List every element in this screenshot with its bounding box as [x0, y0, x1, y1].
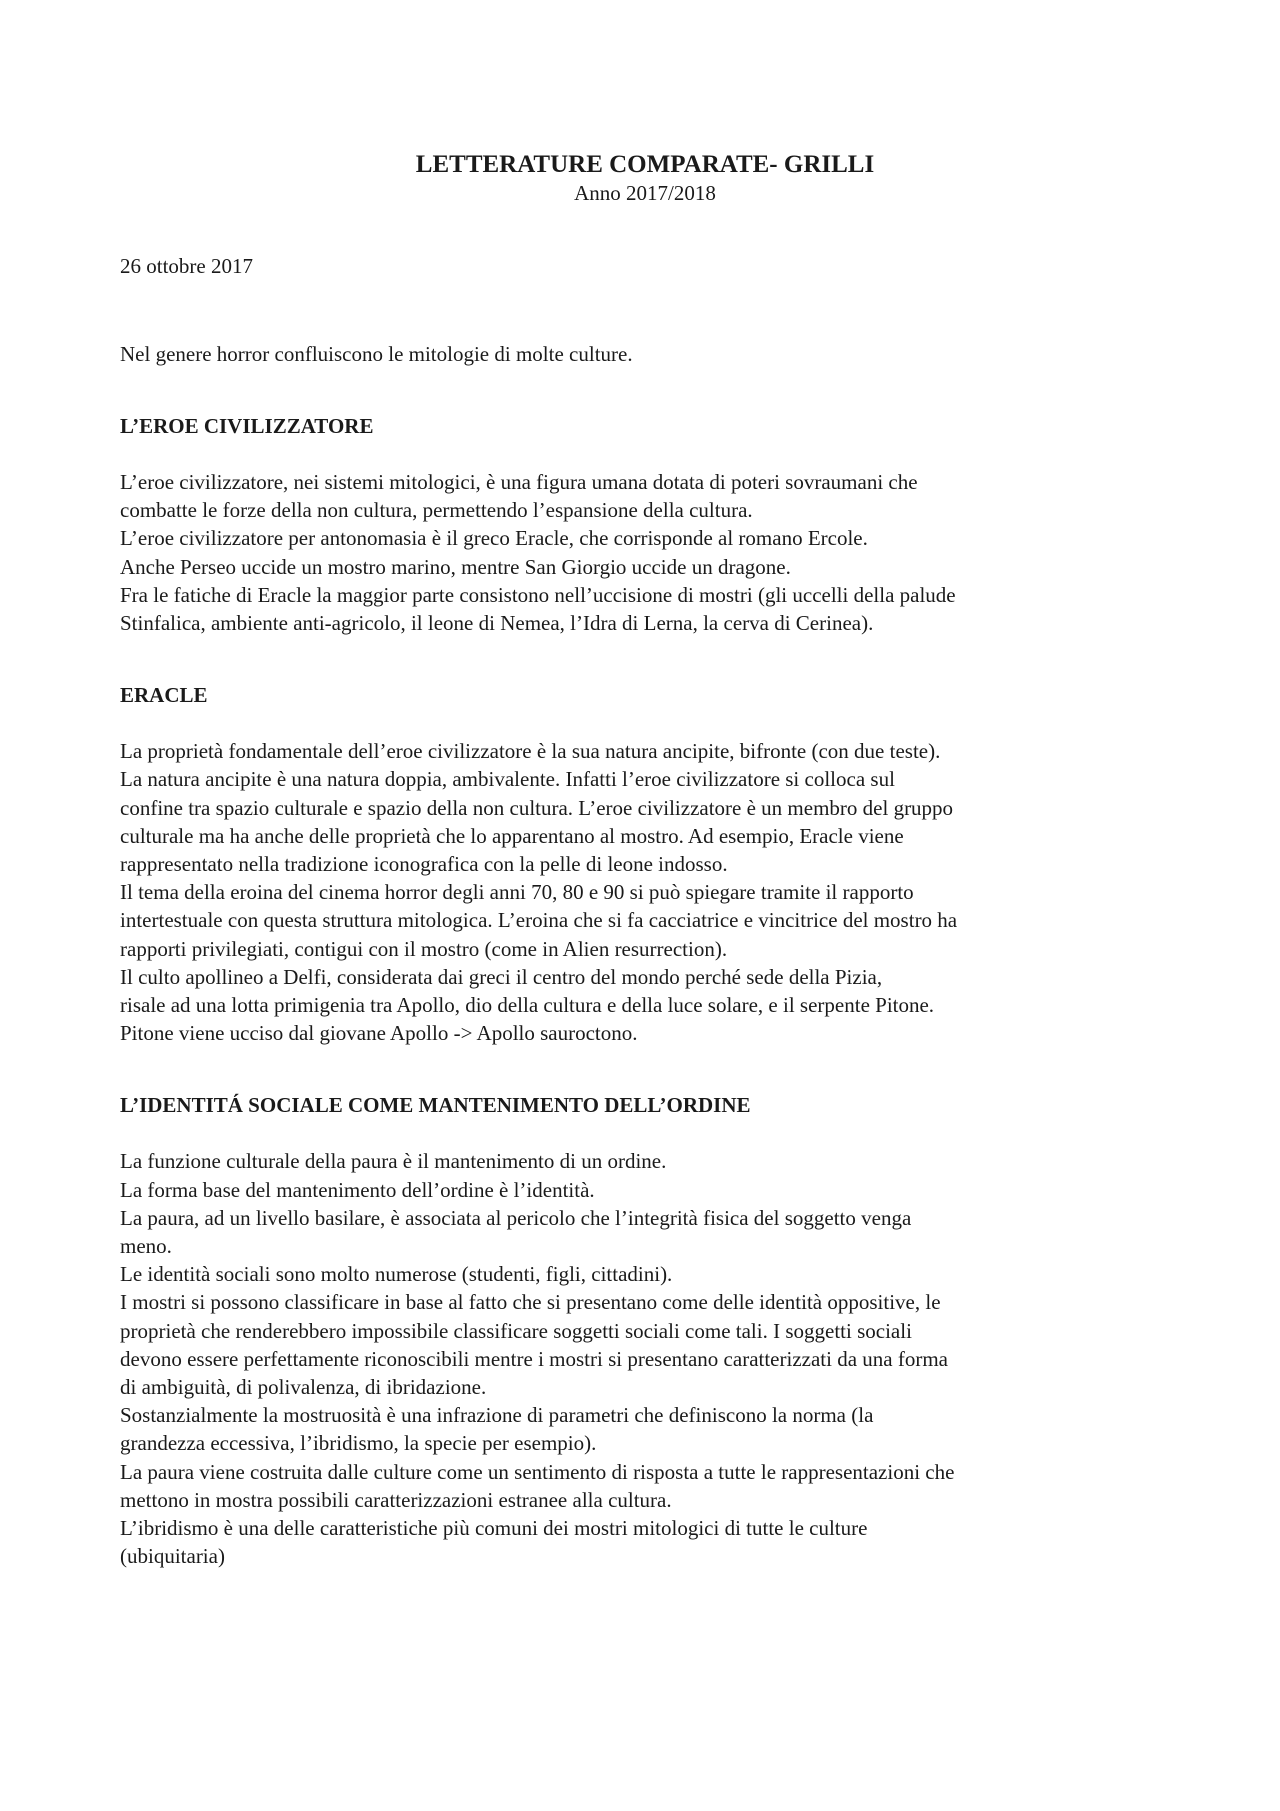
text-line: culturale ma ha anche delle proprietà che lo apparentano al mostro. Ad esempio, Eracle viene [120, 823, 904, 848]
text-line: combatte le forze della non cultura, permettendo l’espansione della cultura. [120, 498, 753, 523]
section-heading-eracle: ERACLE [120, 683, 208, 708]
text-line: confine tra spazio culturale e spazio della non cultura. L’eroe civilizzatore è un membro del gruppo [120, 795, 954, 820]
section-heading-identita-sociale: L’IDENTITÁ SOCIALE COME MANTENIMENTO DELL’ORDINE [120, 1093, 751, 1118]
section-heading-eroe-civilizzatore: L’EROE CIVILIZZATORE [120, 414, 374, 438]
text-line: (ubiquitaria) [120, 1544, 225, 1569]
text-line: risale ad una lotta primigenia tra Apollo, dio della cultura e della luce solare, e il serpente Pitone. [120, 993, 935, 1018]
text-line: La paura, ad un livello basilare, è associata al pericolo che l’integrità fisica del soggetto venga [120, 1205, 912, 1230]
text-line: Il tema della eroina del cinema horror degli anni 70, 80 e 90 si può spiegare tramite il rapporto [120, 880, 914, 905]
document-page [120, 150, 1170, 1571]
text-line: di ambiguità, di polivalenza, di ibridazione. [120, 1375, 487, 1400]
text-line: proprietà che renderebbero impossibile classificare soggetti sociali come tali. I soggetti sociali [120, 1318, 912, 1343]
text-line: La natura ancipite è una natura doppia, ambivalente. Infatti l’eroe civilizzatore si colloca sul [120, 767, 895, 792]
text-line: Il culto apollineo a Delfi, considerata dai greci il centro del mondo perché sede della Pizia, [120, 964, 883, 989]
text-line: I mostri si possono classificare in base al fatto che si presentano come delle identità oppositive, le [120, 1290, 941, 1315]
text-line: La forma base del mantenimento dell’ordine è l’identità. [120, 1177, 595, 1202]
text-line: L’eroe civilizzatore, nei sistemi mitologici, è una figura umana dotata di poteri sovraumani che [120, 470, 918, 494]
text-line: Le identità sociali sono molto numerose (studenti, figli, cittadini). [120, 1262, 673, 1287]
section-body-eroe-civilizzatore [120, 468, 1170, 637]
text-line: Pitone viene ucciso dal giovane Apollo -> Apollo sauroctono. [120, 1021, 638, 1046]
text-line: Sostanzialmente la mostruosità è una infrazione di parametri che definiscono la norma (la [120, 1403, 874, 1428]
academic-year: Anno 2017/2018 [574, 181, 716, 205]
text-line: L’ibridismo è una delle caratteristiche più comuni dei mostri mitologici di tutte le culture [120, 1516, 868, 1541]
section-body-eracle [120, 737, 1170, 1047]
document-title: LETTERATURE COMPARATE- GRILLI [415, 151, 875, 178]
text-line: Anche Perseo uccide un mostro marino, mentre San Giorgio uccide un dragone. [120, 554, 791, 579]
intro-paragraph: Nel genere horror confluiscono le mitologie di molte culture. [120, 342, 633, 366]
text-line: La proprietà fondamentale dell’eroe civilizzatore è la sua natura ancipite, bifronte (con due teste). [120, 739, 941, 764]
text-line: mettono in mostra possibili caratterizzazioni estranee alla cultura. [120, 1487, 672, 1512]
text-line: La funzione culturale della paura è il mantenimento di un ordine. [120, 1149, 667, 1174]
text-line: meno. [120, 1234, 172, 1259]
text-line: rapporti privilegiati, contigui con il mostro (come in Alien resurrection). [120, 936, 728, 961]
text-line: Stinfalica, ambiente anti-agricolo, il leone di Nemea, l’Idra di Lerna, la cerva di Cerinea). [120, 611, 874, 636]
text-line: grandezza eccessiva, l’ibridismo, la specie per esempio). [120, 1431, 597, 1456]
text-line: devono essere perfettamente riconoscibili mentre i mostri si presentano caratterizzati da una forma [120, 1346, 948, 1371]
lecture-date: 26 ottobre 2017 [120, 254, 253, 278]
text-line: intertestuale con questa struttura mitologica. L’eroina che si fa cacciatrice e vincitrice del mostro ha [120, 908, 958, 933]
text-line: rappresentato nella tradizione iconografica con la pelle di leone indosso. [120, 852, 728, 877]
text-line: La paura viene costruita dalle culture come un sentimento di risposta a tutte le rappresentazioni che [120, 1459, 955, 1484]
section-body-identita-sociale [120, 1147, 1170, 1570]
text-line: L’eroe civilizzatore per antonomasia è il greco Eracle, che corrisponde al romano Ercole. [120, 526, 868, 551]
text-line: Fra le fatiche di Eracle la maggior parte consistono nell’uccisione di mostri (gli uccelli della palude [120, 582, 956, 607]
